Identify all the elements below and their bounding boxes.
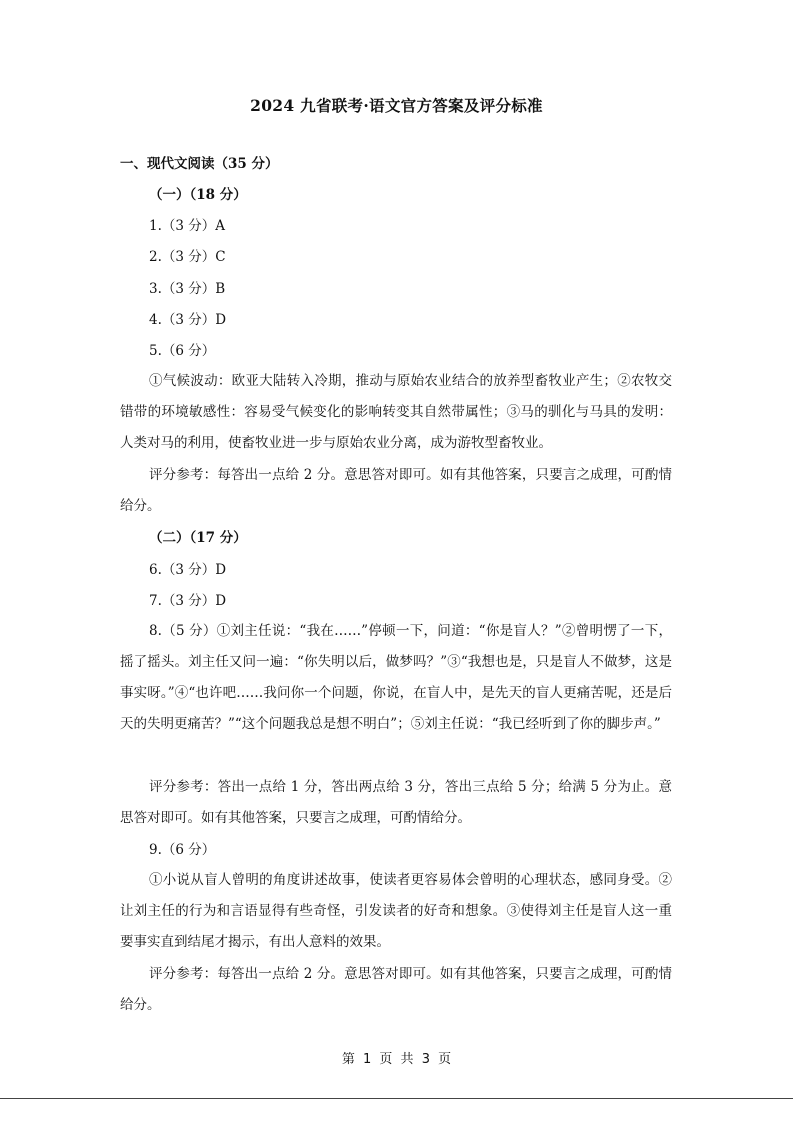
scoring-q9: 评分参考：每答出一点给 2 分。意思答对即可。如有其他答案，只要言之成理，可酌情给分。 [120, 966, 672, 1013]
scoring-q5: 评分参考：每答出一点给 2 分。意思答对即可。如有其他答案，只要言之成理，可酌情给分。 [120, 467, 672, 514]
page-footer [0, 1048, 793, 1067]
part-heading-1: （一）（18 分） [149, 187, 247, 203]
footer-total-pages: 3 [421, 1052, 430, 1067]
answer-q9-text: ①小说从盲人曾明的角度讲述故事，使读者更容易体会曾明的心理状态，感同身受。②让刘主任的行为和言语显得有些奇怪，引发读者的好奇和想象。③使得刘主任是盲人这一重要事实直到结尾才揭示，有出人意料的效果。 [120, 872, 672, 950]
part-heading-2: （二）（17 分） [149, 530, 247, 546]
footer-page-number: 1 [363, 1052, 372, 1067]
scoring-q8: 评分参考：答出一点给 1 分，答出两点给 3 分，答出三点给 5 分；给满 5 分为止。意思答对即可。如有其他答案，只要言之成理，可酌情给分。 [120, 779, 672, 826]
answer-q6: 6.（3 分）D [149, 562, 227, 578]
footer-middle: 页 共 [379, 1052, 414, 1067]
footer-prefix: 第 [341, 1052, 355, 1067]
answer-q5-label: 5.（6 分） [149, 343, 216, 359]
section-heading-modern-reading: 一、现代文阅读（35 分） [120, 156, 279, 172]
bottom-divider [0, 1098, 793, 1099]
answer-q8-text: 8.（5 分）①刘主任说：“我在……”停顿一下，问道：“你是盲人？”②曾明愣了一下，摇了摇头。刘主任又问一遍：“你失明以后，做梦吗？”③“我想也是，只是盲人不做梦，这是事实呀。”④“也许吧……我问你一个问题，你说，在盲人中，是先天的盲人更痛苦呢，还是后天的失明更痛苦？”“这个问题我总是想不明白”；⑤刘主任说：“我已经听到了你的脚步声。” [120, 623, 672, 732]
answer-q5-text: ①气候波动：欧亚大陆转入冷期，推动与原始农业结合的放养型畜牧业产生；②农牧交错带的环境敏感性：容易受气候变化的影响转变其自然带属性；③马的驯化与马具的发明：人类对马的利用，使畜牧业进一步与原始农业分离，成为游牧型畜牧业。 [120, 373, 672, 451]
answer-q3: 3.（3 分）B [149, 281, 226, 297]
answer-q9-label: 9.（6 分） [149, 842, 216, 858]
answer-q4: 4.（3 分）D [149, 312, 227, 328]
answer-q2: 2.（3 分）C [149, 249, 226, 265]
answer-q1: 1.（3 分）A [149, 218, 226, 234]
page-title: 2024 九省联考·语文官方答案及评分标准 [250, 96, 543, 115]
footer-suffix: 页 [438, 1052, 452, 1067]
answer-q7: 7.（3 分）D [149, 593, 227, 609]
